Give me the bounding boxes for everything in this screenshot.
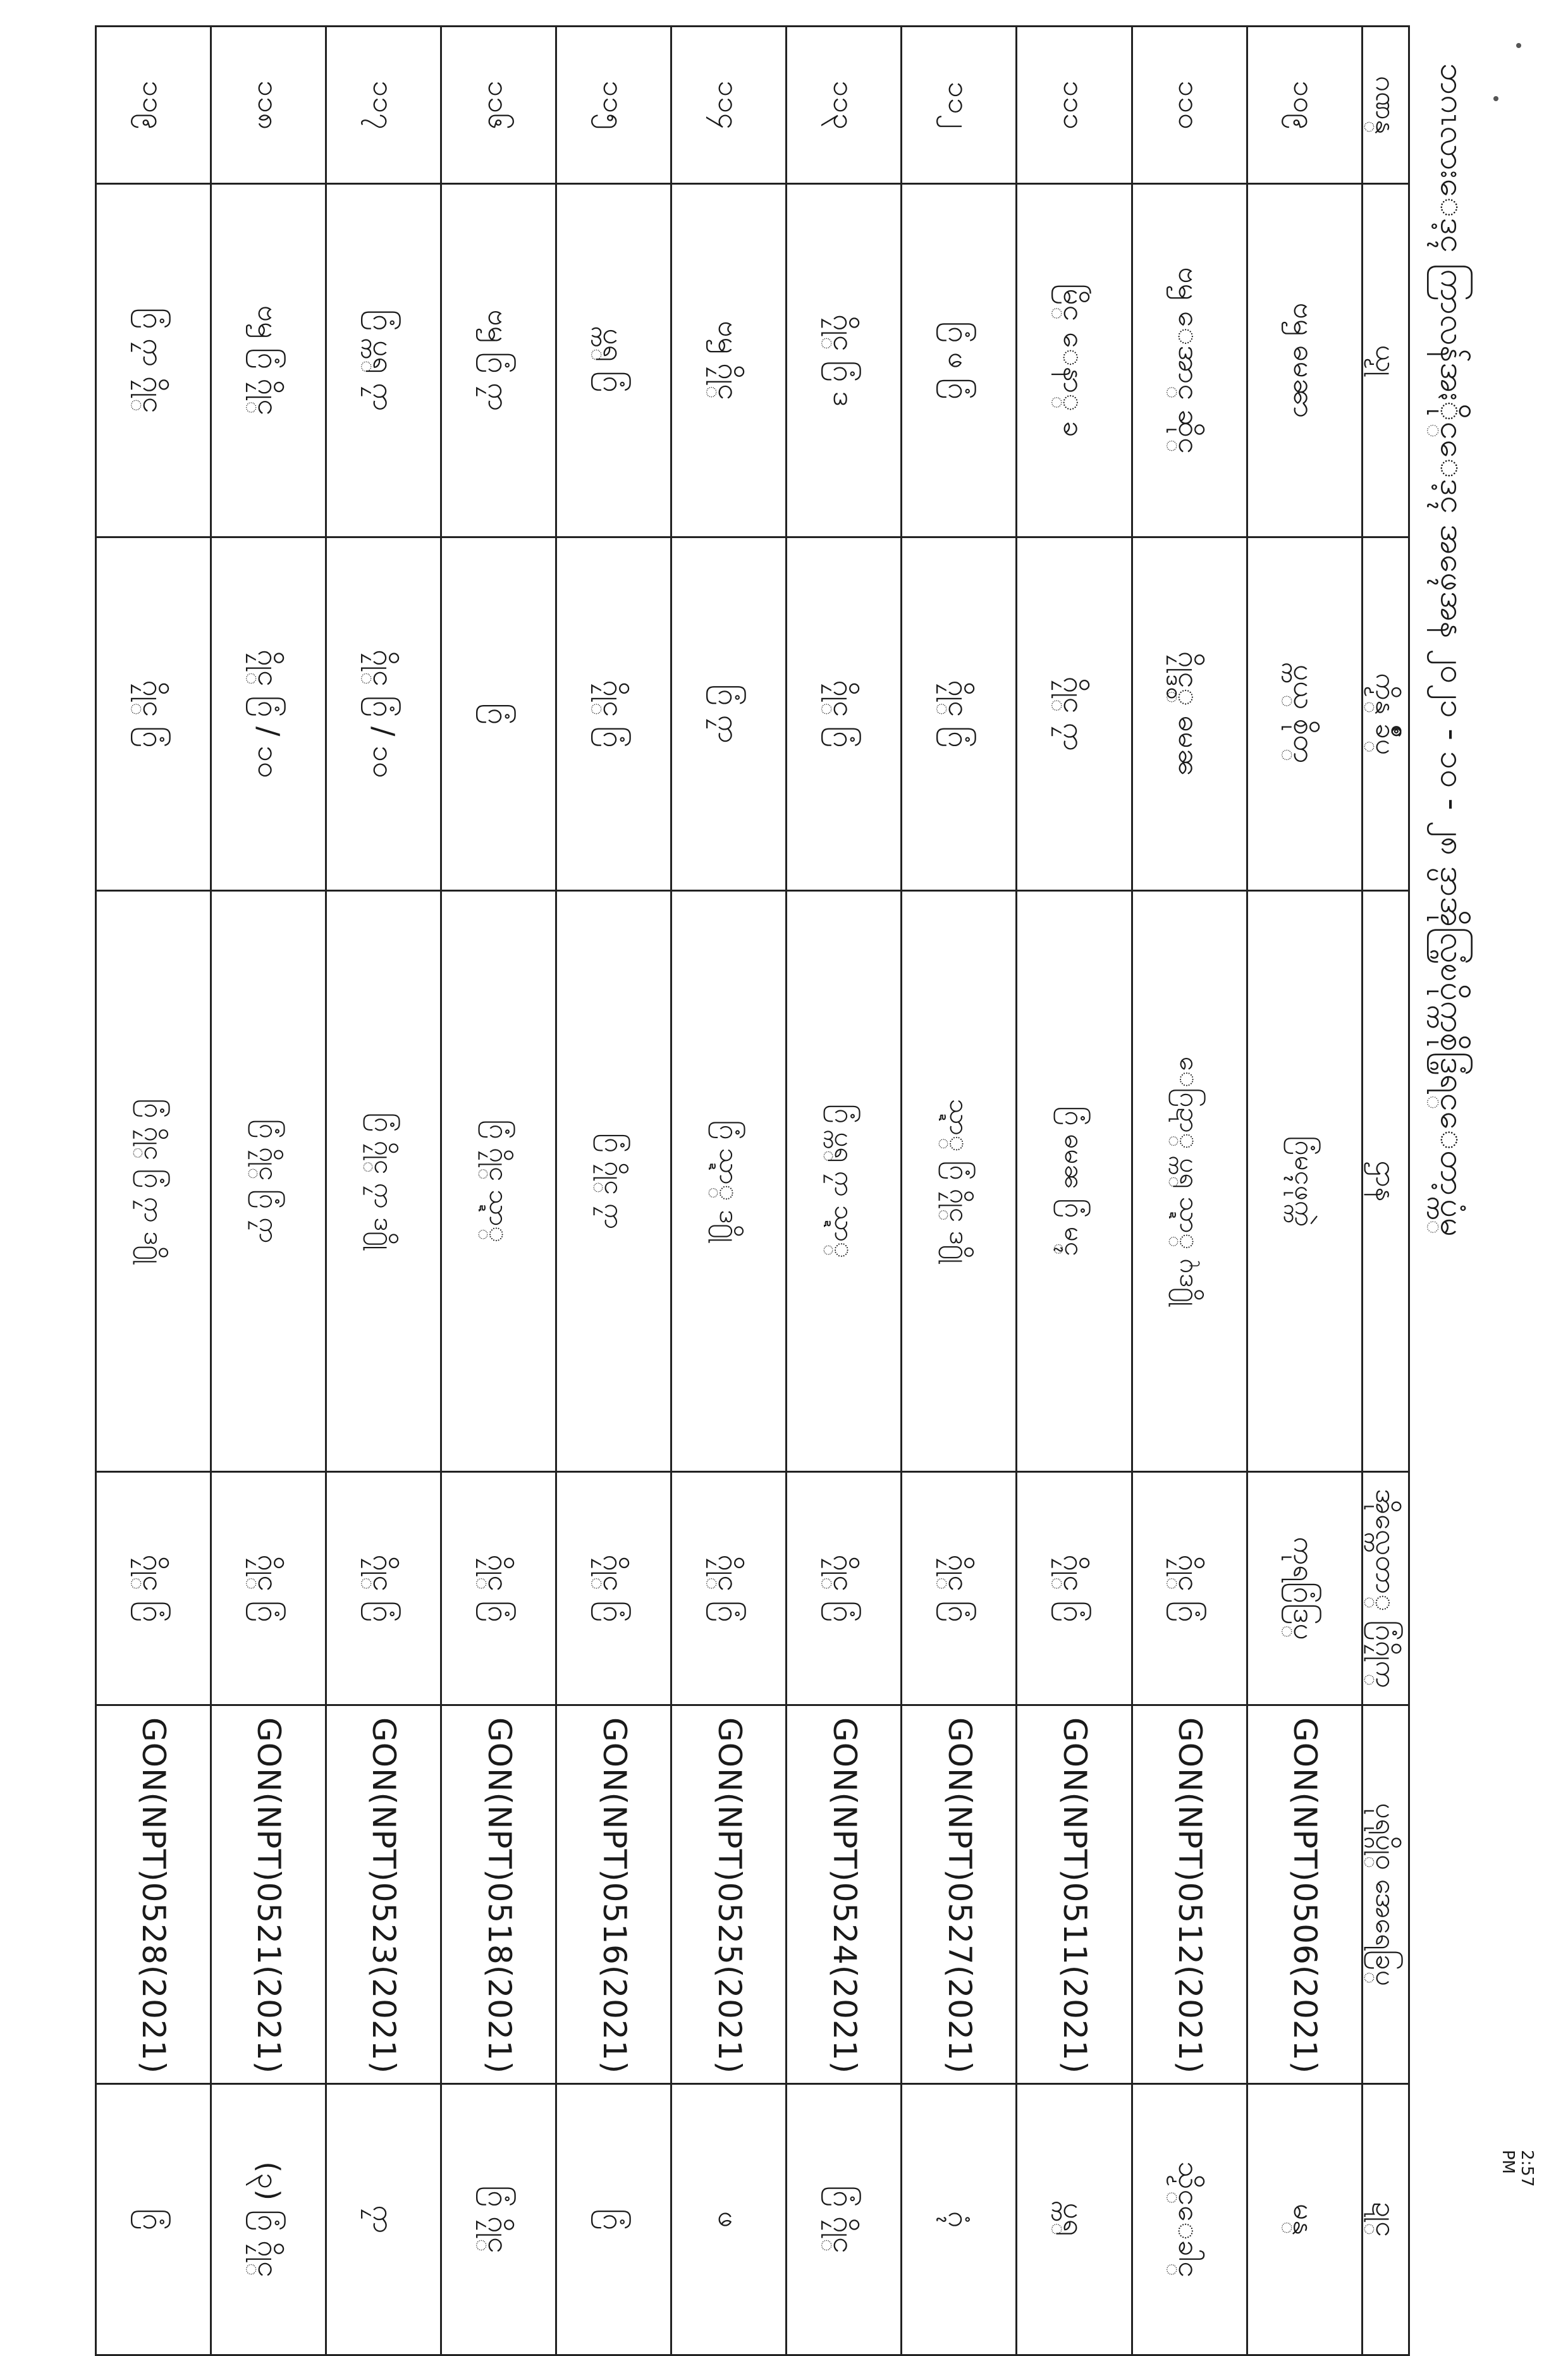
cell-no: ၁၁၂	[902, 27, 1017, 184]
cell-address: ဂြံ ဂၠိုင္ ဂၠာ	[556, 891, 671, 1472]
rotated-page	[82, 25, 1536, 2278]
cell-no: ၁၁၀	[1132, 27, 1247, 184]
cell-name: ဂၠိုင္ ဂြံ ဒ	[787, 184, 902, 537]
cell-status: ဂၠိုင္ ဂြံ	[1132, 1472, 1247, 1705]
timestamp: 2:57 PM	[1498, 2150, 1536, 2187]
cell-address: ဂြံ ဂၠိုင္ ဂၠာ ဒ႐ို	[326, 891, 441, 1472]
cell-region: ဖ	[671, 2084, 787, 2355]
table-body	[96, 27, 1363, 2355]
header-status: အိုလ္ကေတာ္ ဂြံဂၠိုက္	[1362, 1472, 1409, 1705]
cell-case: GON(NPT)0511(2021)	[1017, 1705, 1132, 2084]
table-row	[1247, 27, 1362, 2355]
cell-no: ၁၀၉	[1247, 27, 1362, 184]
cell-case: GON(NPT)0521(2021)	[211, 1705, 326, 2084]
cell-status: ဂၠိုင္ ဂြံ	[556, 1472, 671, 1705]
cell-status: ဂၠိုင္ ဂြံ	[1017, 1472, 1132, 1705]
cell-name: မြိင္ ေနာ္ ခ	[1017, 184, 1132, 537]
cell-status: ဂၠိုင္ ဂြံ	[96, 1472, 211, 1705]
cell-case: GON(NPT)0518(2021)	[441, 1705, 556, 2084]
table-row	[787, 27, 902, 2355]
header-gender: ကၟိန္ ခ်ိဳပ္	[1362, 537, 1409, 891]
header-case: ပုရုပ္ဂိုဝ္ အေရေခြပ္	[1362, 1705, 1409, 2084]
cell-region: သၟိင္ေခါင္	[1132, 2084, 1247, 2355]
header-address: ဌာန	[1362, 891, 1409, 1472]
table-row	[441, 27, 556, 2355]
cell-gender: ဂၠိုင္ ဂြံ	[96, 537, 211, 891]
cell-case: GON(NPT)0524(2021)	[787, 1705, 902, 2084]
cell-no: ၁၁၃	[787, 27, 902, 184]
cell-no: ၁၁၇	[326, 27, 441, 184]
cell-status: ဂၠိုင္ ဂြံ	[211, 1472, 326, 1705]
table-row	[211, 27, 326, 2355]
cell-address: ဂြံ ဂၠိုင္ ဂြံ ဂၠာ ဒ႐ို	[96, 891, 211, 1472]
header-no: ဂဏန္	[1362, 27, 1409, 184]
cell-region: ဂြံ	[556, 2084, 671, 2355]
cell-name: ဗၝ ဂြံ ဂၠိုင္	[211, 184, 326, 537]
table-row	[671, 27, 787, 2355]
cell-address: ဂြံ သ္ဍာ္ ဒ႐ို	[671, 891, 787, 1472]
cell-address: ဂြံ ဂၠိုင္ ဂြံ ဂၠာ	[211, 891, 326, 1472]
cell-gender: ပ္ကယ္ စိုတ္	[1247, 537, 1362, 891]
cell-name: ဂြံ ဖ ဂြံ	[902, 184, 1017, 537]
cell-gender: ဂြံ	[441, 537, 556, 891]
cell-address: ေဂြဍာ္ ပ္ကရ္ သ္ဍာ္ ဂႝဒ႐ို	[1132, 891, 1247, 1472]
cell-status: ဂၠိုင္ ဂြံ	[902, 1472, 1017, 1705]
cell-name: ပ္ကရ္ ဂြံ	[556, 184, 671, 537]
cell-address: ဂြံမၚ္ၚဖုက္ကဲ	[1247, 891, 1362, 1472]
cell-status: ဂၠိုင္ ဂြံ	[441, 1472, 556, 1705]
cell-name: ဗၝ ေအာင္ ဆိုင္	[1132, 184, 1247, 537]
table-row	[96, 27, 211, 2355]
table-row	[326, 27, 441, 2355]
cell-case: GON(NPT)0523(2021)	[326, 1705, 441, 2084]
cell-gender: ဂၠိုင္ ဂြံ	[787, 537, 902, 891]
cell-region: (၃) ဂြံ ဂၠိုင္	[211, 2084, 326, 2355]
table-row	[1017, 27, 1132, 2355]
cell-region: ဂြံ	[96, 2084, 211, 2355]
cell-no: ၁၁၅	[556, 27, 671, 184]
cell-gender: ဂၠိုင္ ဂြံ / ၁၀	[326, 537, 441, 891]
cell-status: ဂၠိုင္ ဂြံ	[787, 1472, 902, 1705]
records-table	[95, 25, 1410, 2356]
cell-no: ၁၁၆	[441, 27, 556, 184]
cell-no: ၁၁၁	[1017, 27, 1132, 184]
cell-status: ဂၠိုင္ ဂြံ	[326, 1472, 441, 1705]
cell-region: ဂြံ ဂၠိုင္	[441, 2084, 556, 2355]
cell-gender: ဂၠိုင္ ဂြံ / ၁၀	[211, 537, 326, 891]
cell-region: ဂြံ ဂၠိုင္	[787, 2084, 902, 2355]
cell-region: ဂၠာ	[326, 2084, 441, 2355]
cell-name: ဗၝ ဂၠိုင္	[671, 184, 787, 537]
records-table-frame	[95, 25, 1410, 2278]
cell-region: ဂ္ၚံ	[902, 2084, 1017, 2355]
cell-case: GON(NPT)0516(2021)	[556, 1705, 671, 2084]
cell-address: ဂြံ ပ္ကရ္ ဂၠာ သ္ဍာ္	[787, 891, 902, 1472]
cell-gender: ဂြံ ဂၠာ	[671, 537, 787, 891]
cell-gender: ဂၠိုင္ ဂၠာ	[1017, 537, 1132, 891]
document-title: ဘဂၤလားေဒ့ၚ ကြာလန်အႏိုင္ေဒ့ၚ အဖ္ၚေအန ၂၀၂၁ - ၁၀ - ၂၈ ဒ္ပာအိုလ္ဂြံၿပိုက္ကစိုဒ္ဂြံရင္ေတာ့ပ္ကံမ္	[1433, 63, 1471, 1237]
table-row	[1132, 27, 1247, 2355]
cell-case: GON(NPT)0528(2021)	[96, 1705, 211, 2084]
cell-name: ဂြံ ဂၠာ ဂၠိုင္	[96, 184, 211, 537]
cell-no: ၁၁၉	[96, 27, 211, 184]
cell-case: GON(NPT)0525(2021)	[671, 1705, 787, 2084]
cell-name: ဗၝ ဂြံ ဂၠာ	[441, 184, 556, 537]
table-row	[902, 27, 1017, 2355]
cell-no: ၁၁၄	[671, 27, 787, 184]
cell-region: ပ္ကရ္	[1017, 2084, 1132, 2355]
cell-gender: ဂၠိုင္ ဂြံ	[902, 537, 1017, 891]
scan-speck	[1516, 43, 1521, 48]
table-row	[556, 27, 671, 2355]
header-row	[1362, 27, 1409, 2355]
cell-address: သ္ဍာ္ ဂြံ ဂၠိုင္ ဒ႐ို	[902, 891, 1017, 1472]
cell-case: GON(NPT)0506(2021)	[1247, 1705, 1362, 2084]
cell-name: ဗၝ ဓမၼာ	[1247, 184, 1362, 537]
cell-status: ဂၠိုင္ ဂြံ	[671, 1472, 787, 1705]
cell-gender: ဂၠိုင္ ဂြံ	[556, 537, 671, 891]
cell-case: GON(NPT)0527(2021)	[902, 1705, 1017, 2084]
cell-address: ဂြံ ဓမၼ ဂြံ မၚ္	[1017, 891, 1132, 1472]
cell-status: ကုရဂြံဒြပ္	[1247, 1472, 1362, 1705]
cell-no: ၁၁၈	[211, 27, 326, 184]
cell-name: ဂြံ ပ္ကရ္ ဂၠာ	[326, 184, 441, 537]
cell-case: GON(NPT)0512(2021)	[1132, 1705, 1247, 2084]
cell-address: ဂြံ ဂၠိုင္ သ္ဍာ္	[441, 891, 556, 1472]
header-name: ယၟု	[1362, 184, 1409, 537]
header-region: ဍုင္	[1362, 2084, 1409, 2355]
scan-speck	[1493, 96, 1498, 101]
cell-region: မန္	[1247, 2084, 1362, 2355]
cell-gender: ဂၠိုင္ဒွ္ ဓမၼ	[1132, 537, 1247, 891]
